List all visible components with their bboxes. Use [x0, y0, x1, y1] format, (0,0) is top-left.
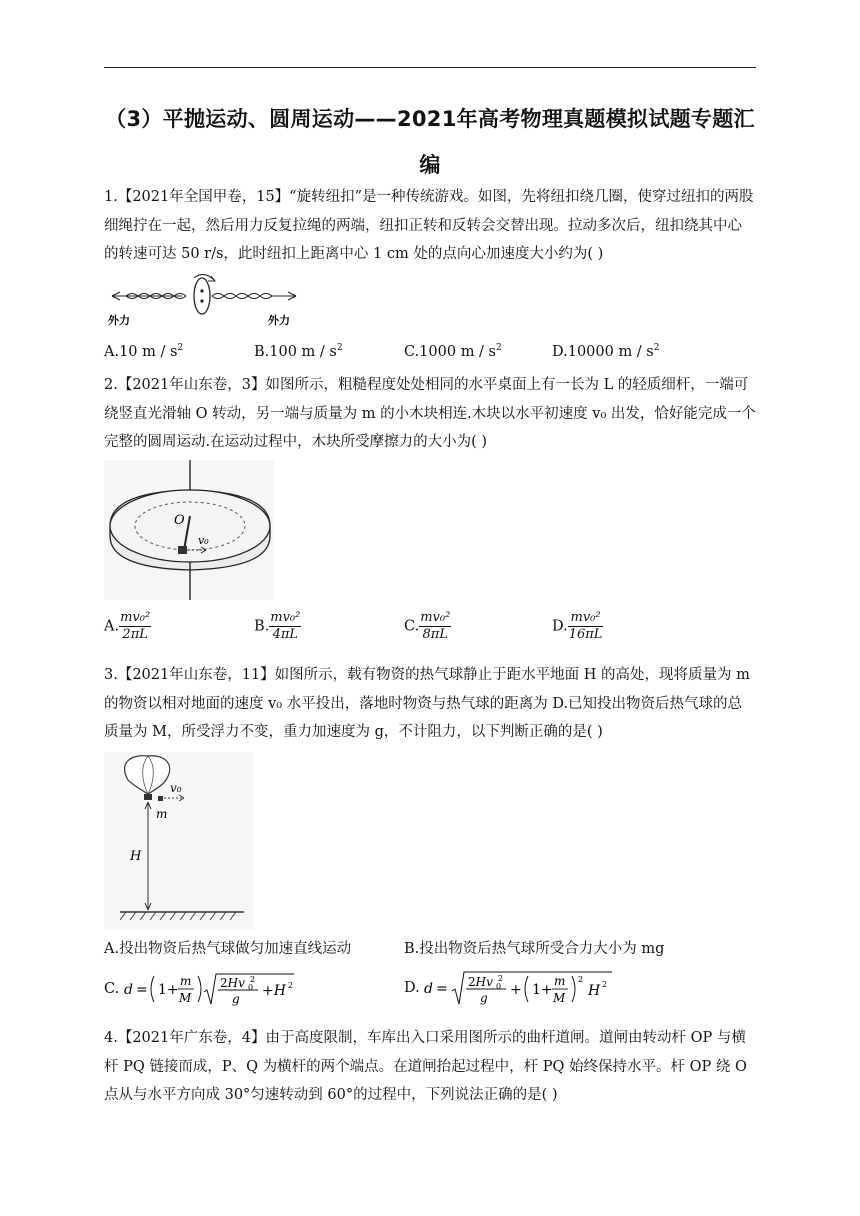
option-a: A.投出物资后热气球做匀加速直线运动: [104, 941, 352, 957]
question-1-options: [104, 343, 756, 373]
svg-text:2: 2: [602, 980, 608, 989]
option-d-formula: [424, 970, 624, 1006]
figure-label-right: 外力: [268, 314, 290, 327]
svg-text:2: 2: [578, 975, 584, 984]
svg-text:1+: 1+: [532, 982, 553, 998]
figure-label-v0: v₀: [170, 781, 182, 795]
svg-text:d: d: [424, 981, 434, 997]
svg-text:2Hv: 2Hv: [219, 976, 245, 990]
svg-text:m: m: [554, 974, 566, 988]
svg-text:+H: +H: [261, 983, 286, 999]
figure-label-h: H: [130, 849, 142, 864]
figure-label-o: O: [174, 513, 185, 528]
header-rule: [104, 67, 756, 68]
option-d: D.10000 m / $s^2$: [552, 343, 660, 360]
svg-text:M: M: [553, 991, 566, 1005]
svg-text:2: 2: [249, 975, 255, 984]
option-c-formula: [124, 972, 304, 1006]
svg-text:g: g: [231, 992, 240, 1006]
question-4-text: 4.【2021年广东卷，4】由于高度限制，车库出入口采用图所示的曲杆道闸。道闸由转动杆 OP 与横杆 PQ 链接而成，P、Q 为横杆的两个端点。在道闸抬起过程中，杆 PQ 始终保持水平。杆 OP 绕 O 点从与水平方向成 30°匀速转动到 60°的过程中，下列说法正确的是( ): [104, 1030, 747, 1103]
svg-text:2Hv: 2Hv: [468, 975, 494, 989]
svg-text:2: 2: [498, 974, 504, 983]
question-2-text: 2.【2021年山东卷，3】如图所示，粗糙程度处处相同的水平桌面上有一长为 L 的轻质细杆，一端可绕竖直光滑轴 O 转动，另一端与质量为 m 的小木块相连.木块以水平初速度 v₀ 出发，恰好能完成一个完整的圆周运动.在运动过程中，木块所受摩擦力的大小为( ): [104, 377, 756, 450]
svg-text:1+: 1+: [157, 982, 179, 998]
svg-text:2: 2: [287, 981, 293, 990]
svg-text:g: g: [480, 991, 489, 1005]
option-d: D. d = 2Hv 2 0 g + 1+ m M 2 H 2: [404, 970, 624, 1006]
option-b: B.投出物资后热气球所受合力大小为 mg: [404, 941, 665, 957]
question-3-text: 3.【2021年山东卷，11】如图所示，载有物资的热气球静止于距水平地面 H 的高处，现将质量为 m 的物资以相对地面的速度 v₀ 水平投出，落地时物资与热气球的距离为 D.已知投出物资后热气球的总质量为 M，所受浮力不变，重力加速度为 g，不计阻力，以下判断正确的是( ): [104, 667, 750, 740]
svg-text:=: =: [135, 982, 148, 998]
button-spinner-figure: [104, 272, 304, 328]
svg-text:=: =: [436, 981, 449, 997]
rotating-rod-figure: [104, 460, 274, 600]
page-title: （3）平抛运动、圆周运动——2021年高考物理真题模拟试题专题汇编: [105, 107, 755, 177]
figure-label-m: m: [156, 807, 168, 821]
option-b: B. $\frac{\text{mv₀²}}{4\pi L}$: [254, 610, 301, 642]
option-d: D. $\frac{\text{mv₀²}}{16\pi L}$: [552, 610, 603, 642]
svg-text:0: 0: [247, 983, 253, 992]
option-c: C. d = 1+ m M 2Hv 2 0 g +H 2: [104, 972, 304, 1006]
option-c: C. $\frac{\text{mv₀²}}{8\pi L}$: [404, 610, 451, 642]
svg-text:H: H: [588, 983, 601, 999]
svg-text:d: d: [123, 982, 133, 998]
svg-text:+: +: [510, 982, 523, 998]
figure-label-left: 外力: [108, 314, 130, 327]
option-a: A. $\frac{\text{mv₀²}}{2\pi L}$: [104, 610, 151, 642]
option-c: C.1000 m / $s^2$: [404, 343, 502, 360]
svg-text:0: 0: [496, 982, 502, 991]
question-2-options: [104, 610, 756, 654]
question-1-text: 1.【2021年全国甲卷，15】“旋转纽扣”是一种传统游戏。如图，先将纽扣绕几圈，使穿过纽扣的两股细绳拧在一起，然后用力反复拉绳的两端，纽扣正转和反转会交替出现。拉动多次后，纽扣绕其中心的转速可达 50 r/s，此时纽扣上距离中心 1 cm 处的点向心加速度大小约为( ): [104, 189, 754, 262]
hot-air-balloon-figure: [104, 752, 254, 930]
option-b: B.100 m / $s^2$: [254, 343, 343, 360]
svg-text:M: M: [178, 991, 192, 1005]
option-a: A.10 m / $s^2$: [104, 343, 184, 360]
svg-text:m: m: [179, 974, 192, 988]
figure-label-v0: v₀: [198, 534, 209, 547]
